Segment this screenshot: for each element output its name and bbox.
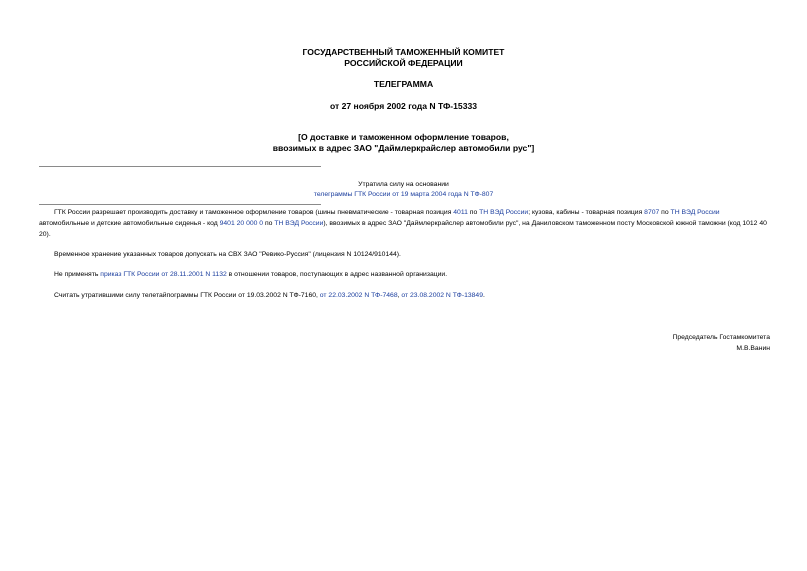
doc-type: ТЕЛЕГРАММА [373, 79, 434, 89]
doc-subject-line1: [О доставке и таможенном оформление товаров, [298, 132, 509, 142]
paragraph-repeal: Считать утратившими силу телетайпограммы ГТК России от 19.03.2002 N ТФ-7160, от 22.03.2002 N ТФ-7468, от 23.08.2002 N ТФ-13849. [54, 292, 485, 299]
tn-ved-link[interactable]: ТН ВЭД России [274, 220, 324, 227]
tn-ved-link[interactable]: ТН ВЭД России [479, 209, 529, 216]
signature-name: М.В.Ванин [736, 345, 770, 352]
paragraph-permission: ГТК России разрешает производить доставку и таможенное оформление товаров (шины пневматические - товарная позиция 4011 по ТН ВЭД России; кузова, кабины - товарная позиция 8707 по ТН ВЭД России автомобильные и детские автомобильные сиденья - код 9401 20 000 0 по ТН ВЭД России), ввозимых в адрес ЗАО "Даймлеркрайслер автомобили рус", на Даниловском таможенном посту Московской южной таможни (код 1012 40 20). [39, 209, 767, 238]
telegram-link[interactable]: от 22.03.2002 N ТФ-7468 [319, 292, 398, 299]
doc-subject-line2: ввозимых в адрес ЗАО "Даймлеркрайслер автомобили рус"] [272, 143, 535, 153]
separator-rule [39, 204, 321, 205]
tn-ved-code-link[interactable]: 8707 [644, 209, 660, 216]
tn-ved-link[interactable]: ТН ВЭД России [670, 209, 720, 216]
tn-ved-code-link[interactable]: 9401 20 000 0 [219, 220, 264, 227]
tn-ved-code-link[interactable]: 4011 [453, 209, 468, 216]
telegram-link[interactable]: от 23.08.2002 N ТФ-13849 [401, 292, 483, 299]
validity-note-link[interactable]: телеграммы ГТК России от 19 марта 2004 года N ТФ-807 [313, 191, 494, 198]
order-link[interactable]: приказ ГТК России от 28.11.2001 N 1132 [100, 271, 227, 278]
doc-date-number: от 27 ноября 2002 года N ТФ-15333 [329, 101, 478, 111]
validity-note: Утратила силу на основании [358, 181, 449, 188]
signature-position: Председатель Гостамкомитета [672, 334, 770, 341]
paragraph-storage: Временное хранение указанных товаров допускать на СВХ ЗАО "Ревико-Руссия" (лицензия N 10124/910144). [54, 251, 401, 258]
paragraph-not-apply: Не применять приказ ГТК России от 28.11.2001 N 1132 в отношении товаров, поступающих в адрес названной организации. [54, 271, 448, 278]
org-name-line2: РОССИЙСКОЙ ФЕДЕРАЦИИ [344, 58, 463, 68]
separator-rule [39, 166, 321, 167]
org-name-line1: ГОСУДАРСТВЕННЫЙ ТАМОЖЕННЫЙ КОМИТЕТ [302, 47, 505, 57]
